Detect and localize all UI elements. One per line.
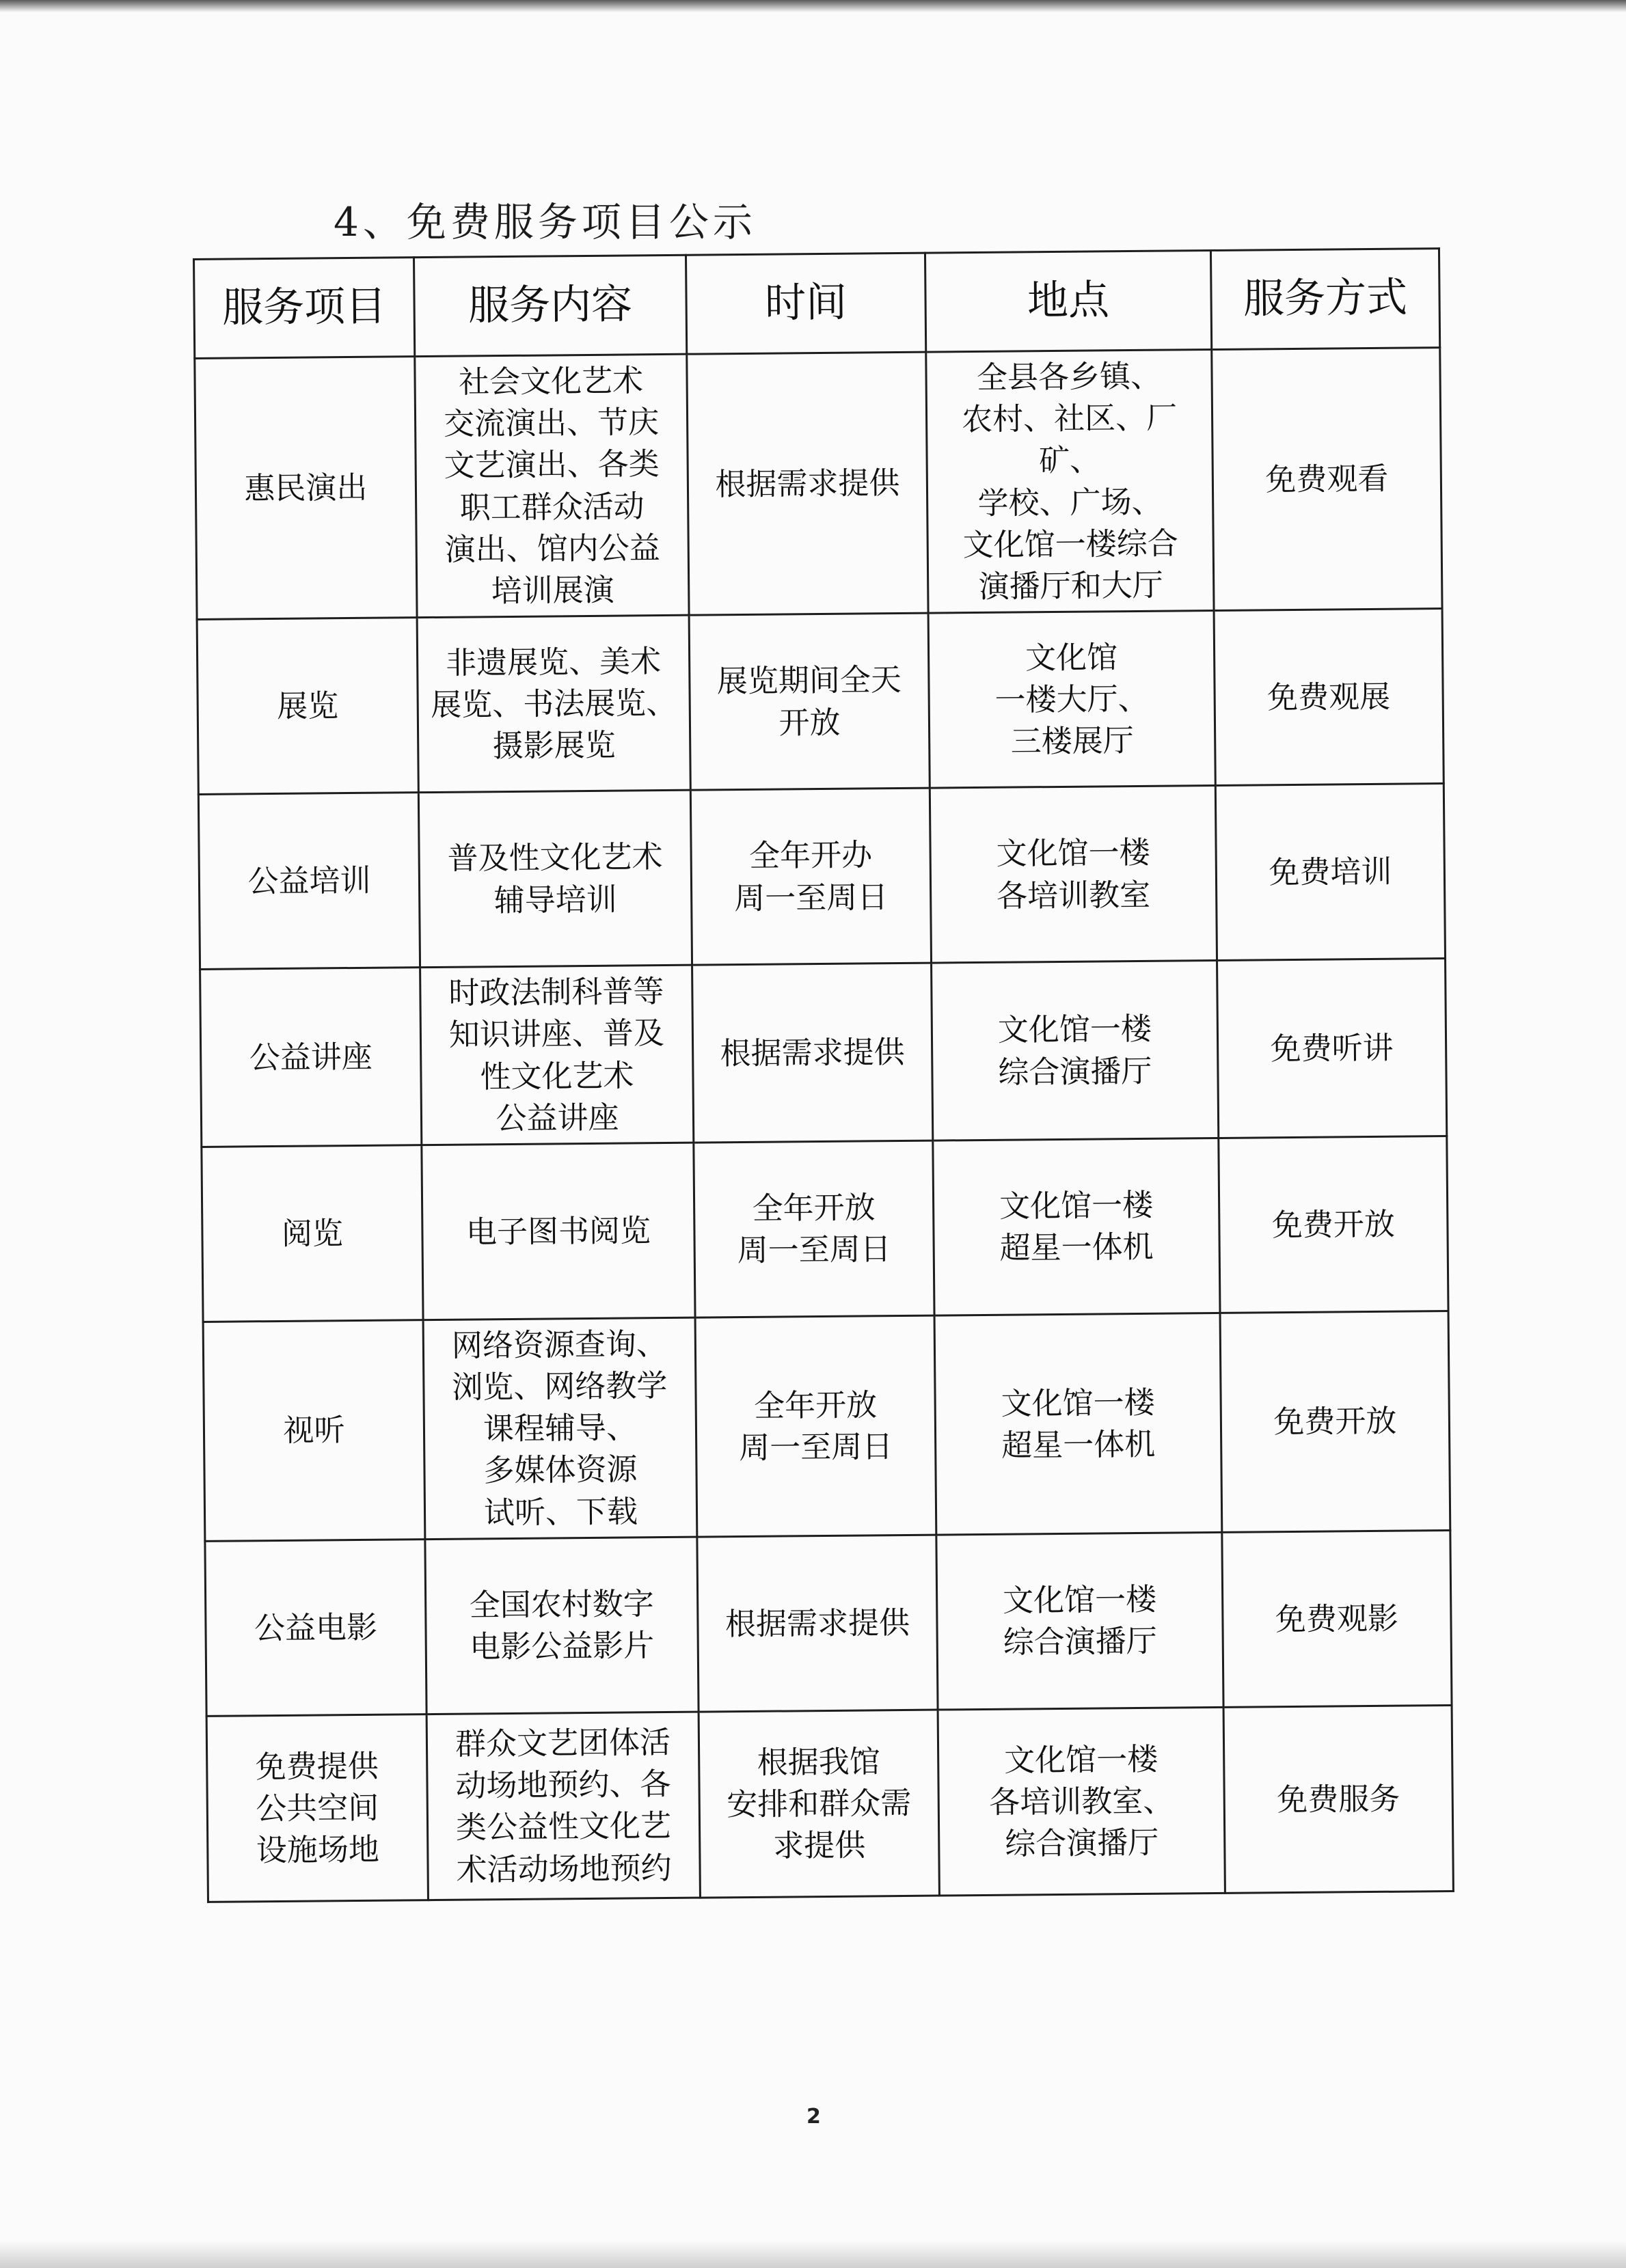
table-row: [198, 784, 1445, 970]
cell-item: 阅览: [202, 1145, 423, 1322]
cell-time: 全年开放 周一至周日: [694, 1140, 934, 1317]
header-location: 地点: [925, 251, 1211, 353]
scan-edge-shadow-bottom: [0, 2241, 1626, 2268]
header-service-item: 服务项目: [194, 258, 415, 359]
cell-item: 免费提供 公共空间 设施场地: [206, 1714, 428, 1902]
table-row: [202, 1136, 1448, 1322]
cell-place: 全县各乡镇、 农村、社区、厂矿、 学校、广场、 文化馆一楼综合 演播厅和大厅: [926, 349, 1214, 613]
page-number: 2: [807, 2105, 821, 2129]
cell-time: 根据我馆 安排和群众需 求提供: [699, 1710, 939, 1898]
header-service-mode: 服务方式: [1210, 249, 1439, 350]
cell-mode: 免费开放: [1220, 1311, 1450, 1532]
cell-time: 根据需求提供: [687, 352, 928, 615]
cell-time: 全年开放 周一至周日: [695, 1315, 936, 1537]
cell-mode: 免费观影: [1222, 1530, 1452, 1707]
cell-mode: 免费培训: [1215, 784, 1445, 961]
cell-place: 文化馆一楼 超星一体机: [934, 1313, 1222, 1535]
cell-item: 公益讲座: [200, 968, 422, 1147]
table-row: [206, 1705, 1453, 1902]
services-table-wrapper: [193, 247, 1452, 1903]
cell-content: 非遗展览、美术 展览、书法展览、 摄影展览: [417, 615, 690, 792]
cell-time: 根据需求提供: [697, 1535, 938, 1712]
free-services-table: [193, 247, 1454, 1903]
table-row: [203, 1311, 1450, 1541]
cell-content: 社会文化艺术 交流演出、节庆 文艺演出、各类 职工群众活动 演出、馆内公益 培训展演: [415, 354, 689, 618]
table-header-row: [194, 249, 1440, 359]
header-time: 时间: [686, 253, 925, 354]
cell-item: 视听: [203, 1320, 425, 1541]
cell-time: 展览期间全天 开放: [689, 613, 930, 790]
cell-mode: 免费观看: [1212, 348, 1442, 611]
table-row: [200, 959, 1447, 1147]
cell-item: 公益培训: [198, 793, 420, 970]
cell-content: 电子图书阅览: [422, 1143, 695, 1320]
table-row: [197, 609, 1444, 795]
cell-mode: 免费观展: [1214, 609, 1444, 786]
cell-content: 群众文艺团体活 动场地预约、各 类公益性文化艺 术活动场地预约: [426, 1712, 700, 1900]
scan-edge-shadow: [0, 0, 1626, 12]
cell-place: 文化馆一楼 超星一体机: [933, 1138, 1220, 1315]
cell-place: 文化馆一楼 综合演播厅: [936, 1532, 1223, 1710]
table-row: [195, 348, 1442, 620]
cell-item: 公益电影: [205, 1539, 426, 1716]
cell-item: 展览: [197, 618, 418, 795]
cell-place: 文化馆一楼 各培训教室、 综合演播厅: [938, 1707, 1225, 1896]
cell-content: 普及性文化艺术 辅导培训: [418, 790, 692, 967]
section-heading: 4、免费服务项目公示: [334, 199, 757, 245]
cell-place: 文化馆 一楼大厅、 三楼展厅: [928, 611, 1215, 789]
header-service-content: 服务内容: [414, 255, 687, 356]
cell-content: 网络资源查询、 浏览、网络教学 课程辅导、 多媒体资源 试听、下载: [423, 1317, 697, 1539]
cell-content: 全国农村数字 电影公益影片: [425, 1537, 699, 1714]
cell-mode: 免费开放: [1219, 1136, 1448, 1313]
table-row: [205, 1530, 1452, 1716]
cell-mode: 免费服务: [1223, 1705, 1453, 1893]
cell-mode: 免费听讲: [1217, 959, 1447, 1138]
cell-place: 文化馆一楼 综合演播厅: [932, 961, 1219, 1140]
cell-time: 根据需求提供: [692, 963, 933, 1143]
cell-place: 文化馆一楼 各培训教室: [930, 786, 1217, 964]
cell-content: 时政法制科普等 知识讲座、普及 性文化艺术 公益讲座: [420, 965, 694, 1145]
cell-time: 全年开办 周一至周日: [690, 788, 931, 965]
cell-item: 惠民演出: [195, 357, 417, 620]
